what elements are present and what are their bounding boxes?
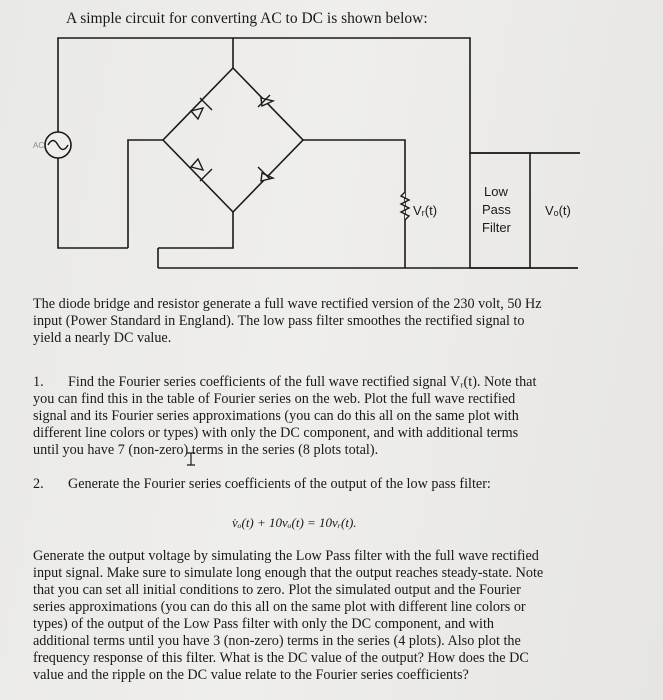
- circuit-diagram: [0, 0, 663, 290]
- top-wire: [58, 38, 580, 153]
- q2-line: value and the ripple on the DC value relate to the Fourier series coefficients?: [33, 667, 469, 683]
- filter-line-1: Low: [484, 184, 508, 199]
- q1-line: Find the Fourier series coefficients of the full wave rectified signal Vᵣ(t). Note that: [68, 374, 537, 390]
- q2-line: Generate the output voltage by simulating the Low Pass filter with the full wave rectified: [33, 548, 539, 564]
- source-bottom-wire: [58, 150, 128, 248]
- question-1-number: 1.: [33, 374, 44, 390]
- q2-line: input signal. Make sure to simulate long enough that the output reaches steady-state. Note: [33, 565, 544, 581]
- resistor-icon: [401, 192, 409, 220]
- q2-line: types) of the output of the Low Pass filter with only the DC component, and with: [33, 616, 495, 632]
- filter-line-2: Pass: [482, 202, 511, 217]
- filter-line-3: Filter: [482, 220, 511, 235]
- diode-bridge: [163, 68, 303, 212]
- text-cursor-icon: [186, 452, 196, 466]
- diode-icons: [191, 95, 273, 181]
- q2-line: that you can set all initial conditions to zero. Plot the simulated output and the Fourier: [33, 582, 521, 598]
- intro-line: The diode bridge and resistor generate a full wave rectified version of the 230 volt, 50 Hz: [33, 296, 542, 312]
- q2-line: additional terms until you have 3 (non-zero) terms in the series (4 plots). Also plot the: [33, 633, 521, 649]
- q1-line: different line colors or types) with only the DC component, and with additional terms: [33, 425, 519, 441]
- intro-line: input (Power Standard in England). The low pass filter smoothes the rectified signal to: [33, 313, 525, 329]
- page-title: A simple circuit for converting AC to DC is shown below:: [66, 10, 428, 27]
- q2-line: frequency response of this filter. What is the DC value of the output? How does the DC: [33, 650, 529, 666]
- q2-line: series approximations (you can do this all on the same plot with different line colors or: [33, 599, 526, 615]
- q1-line: signal and its Fourier series approximations (you can do this all on the same plot with: [33, 408, 519, 424]
- vr-label: Vᵣ(t): [413, 203, 438, 218]
- filter-equation: v̇ₒ(t) + 10vₒ(t) = 10vᵣ(t).: [232, 515, 357, 530]
- intro-line: yield a nearly DC value.: [33, 330, 172, 346]
- vo-label: Vₒ(t): [545, 203, 571, 218]
- left-bridge-wire: [128, 140, 163, 248]
- question-2-number: 2.: [33, 476, 44, 492]
- question-2-heading: Generate the Fourier series coefficients of the output of the low pass filter:: [68, 476, 491, 492]
- q1-line: you can find this in the table of Fourier series on the web. Plot the full wave rectified: [33, 391, 516, 407]
- resistor-wire: [303, 140, 405, 268]
- ac-label: AC: [33, 141, 45, 150]
- q1-line: until you have 7 (non-zero) terms in the series (8 plots total).: [33, 442, 379, 458]
